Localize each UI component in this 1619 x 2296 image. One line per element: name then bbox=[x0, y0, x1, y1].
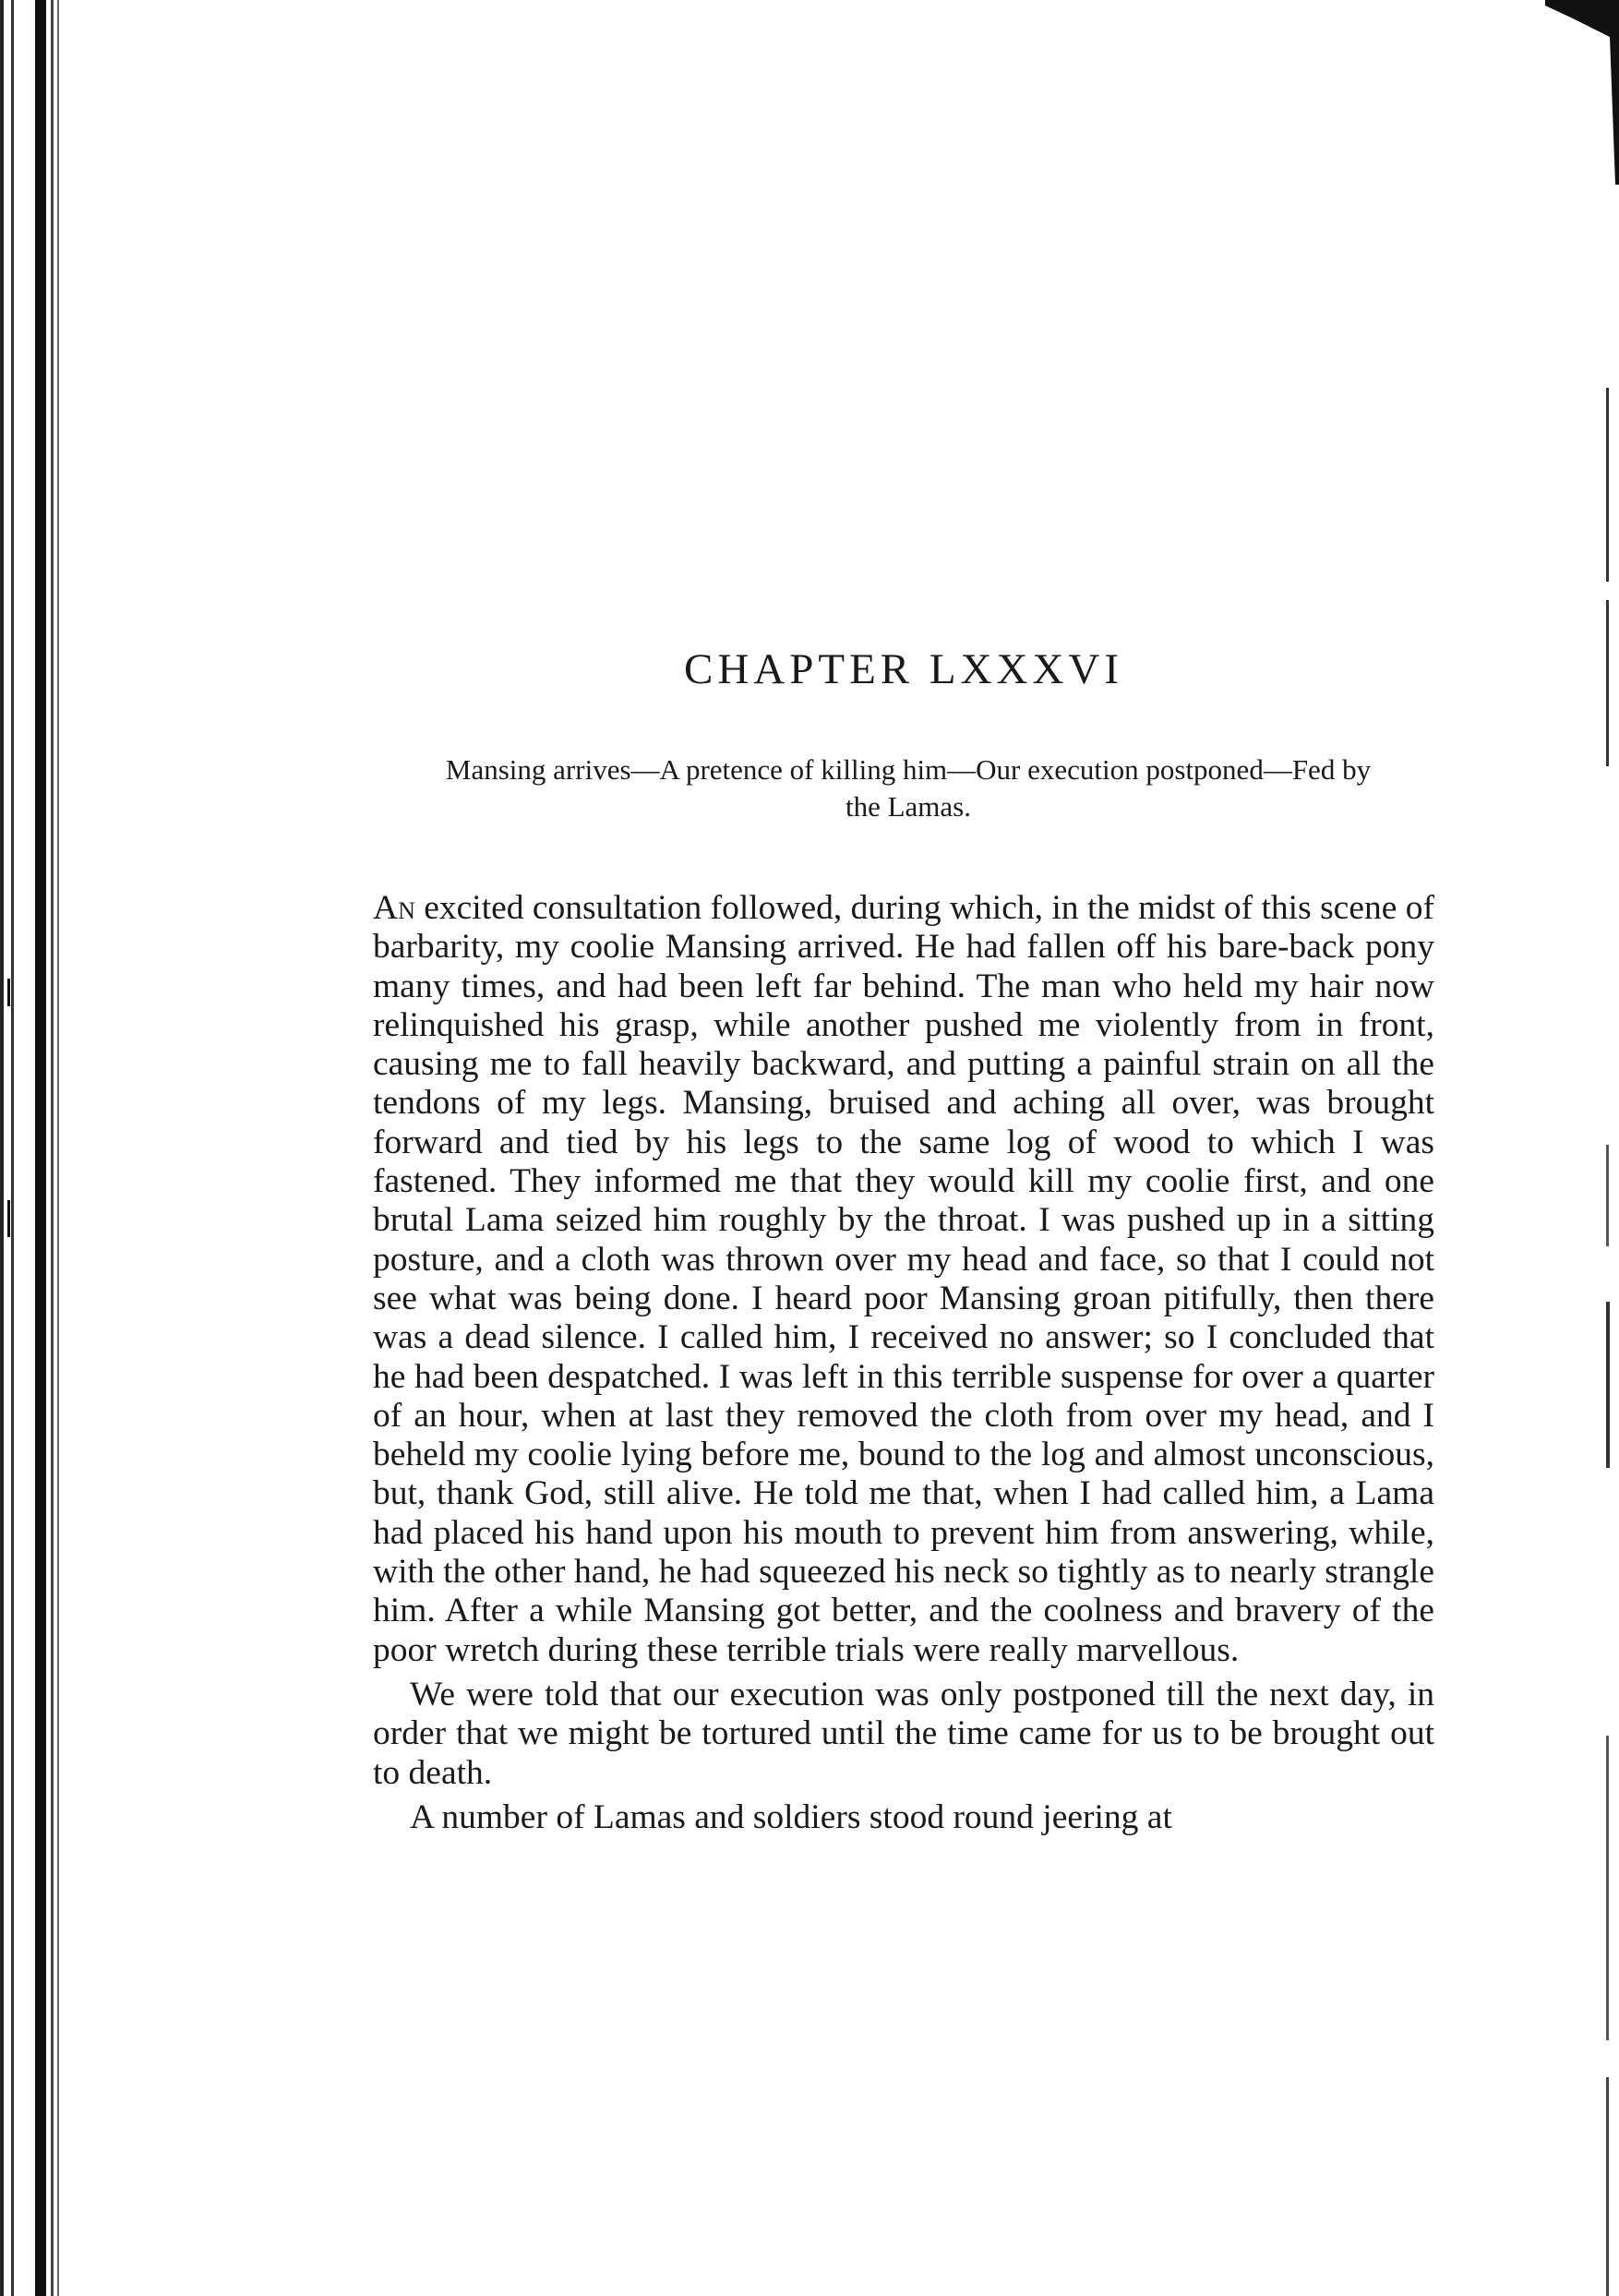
chapter-heading: CHAPTER LXXXVI bbox=[683, 645, 1124, 693]
scan-page-edge bbox=[1545, 0, 1619, 2296]
paragraph-2: We were told that our execution was only postponed till the next day, in order that we might be tortured until the time came for us to be brought out to death. bbox=[373, 1675, 1434, 1792]
opening-word: An bbox=[373, 889, 415, 927]
chapter-summary: Mansing arrives—A pretence of killing him—Our execution postponed—Fed by the Lamas. bbox=[445, 753, 1372, 823]
paragraph-3: A number of Lamas and soldiers stood round jeering at bbox=[410, 1797, 1172, 1836]
scan-binding-edge bbox=[0, 0, 83, 2296]
paragraph-1 bbox=[373, 889, 1434, 1670]
paragraph-1-text: excited consultation followed, during which, in the midst of this scene of barbarity, my coolie Mansing arrived. He had fallen off his bare-back pony many times, and had been left far behind. The man who held my hair now relinquished his grasp, while another pushed me violently from in front, causing me to fall heavily backward, and putting a painful strain on all the tendons of my legs. Mansing, bruised and aching all over, was brought forward and tied by his legs to the same log of wood to which I was fastened. They informed me that they would kill my coolie first, and one brutal Lama seized him roughly by the throat. I was pushed up in a sitting posture, and a cloth was thrown over my head and face, so that I could not see what was being done. I heard poor Mansing groan pitifully, then there was a dead silence. I called him, I received no answer; so I concluded that he had been despatched. I was left in this terrible suspense for over a quarter of an hour, when at last they removed the cloth from over my head, and I beheld my coolie lying before me, bound to the log and almost unconscious, but, thank God, still alive. He told me that, when I had called him, a Lama had placed his hand upon his mouth to prevent him from answering, while, with the other hand, he had squeezed his neck so tightly as to nearly strangle him. After a while Mansing got better, and the coolness and bravery of the poor wretch during these terrible trials were really marvellous. bbox=[373, 889, 1434, 1669]
chapter-body bbox=[373, 889, 1434, 1843]
